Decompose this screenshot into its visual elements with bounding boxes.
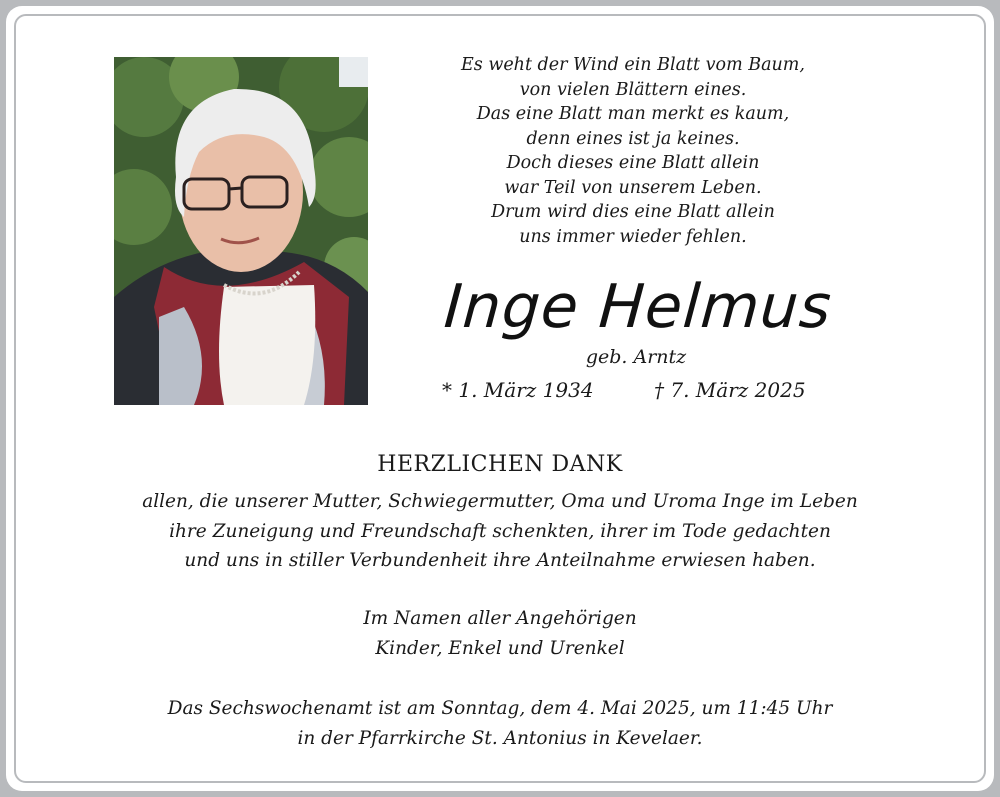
death-date: † 7. März 2025 (654, 378, 806, 402)
mass-notice (6, 694, 994, 753)
thanks-title: HERZLICHEN DANK (377, 452, 623, 477)
portrait-photo (114, 57, 368, 405)
mass-line: Das Sechswochenamt ist am Sonntag, dem 4. Mai 2025, um 11:45 Uhr (167, 698, 833, 719)
poem-line: war Teil von unserem Leben. (504, 177, 762, 198)
thanks-line: ihre Zuneigung und Freundschaft schenkten, ihrer im Tode gedachten (169, 520, 831, 542)
birth-date: * 1. März 1934 (442, 378, 594, 402)
poem-line: Es weht der Wind ein Blatt vom Baum, (461, 55, 805, 75)
signature-line: Im Namen aller Angehörigen (363, 608, 637, 629)
thanks-line: und uns in stiller Verbundenheit ihre Anteilnahme erwiesen haben. (184, 550, 816, 571)
mass-line: in der Pfarrkirche St. Antonius in Kevelaer. (297, 727, 703, 749)
poem-line: denn eines ist ja keines. (526, 128, 740, 149)
thanks-line: allen, die unserer Mutter, Schwiegermutter, Oma und Uroma Inge im Leben (142, 491, 858, 512)
thanks-text (66, 487, 934, 576)
poem-line: von vielen Blättern eines. (519, 79, 747, 100)
poem (408, 53, 858, 249)
signature-line: Kinder, Enkel und Urenkel (375, 638, 625, 659)
signature (6, 604, 994, 664)
birth-name: geb. Arntz (585, 346, 687, 368)
poem-line: Drum wird dies eine Blatt allein (491, 202, 775, 222)
poem-line: uns immer wieder fehlen. (519, 226, 747, 247)
notice-card (6, 6, 994, 791)
deceased-name: Inge Helmus (441, 272, 835, 342)
poem-line: Das eine Blatt man merkt es kaum, (476, 104, 790, 124)
poem-line: Doch dieses eine Blatt allein (506, 153, 760, 173)
